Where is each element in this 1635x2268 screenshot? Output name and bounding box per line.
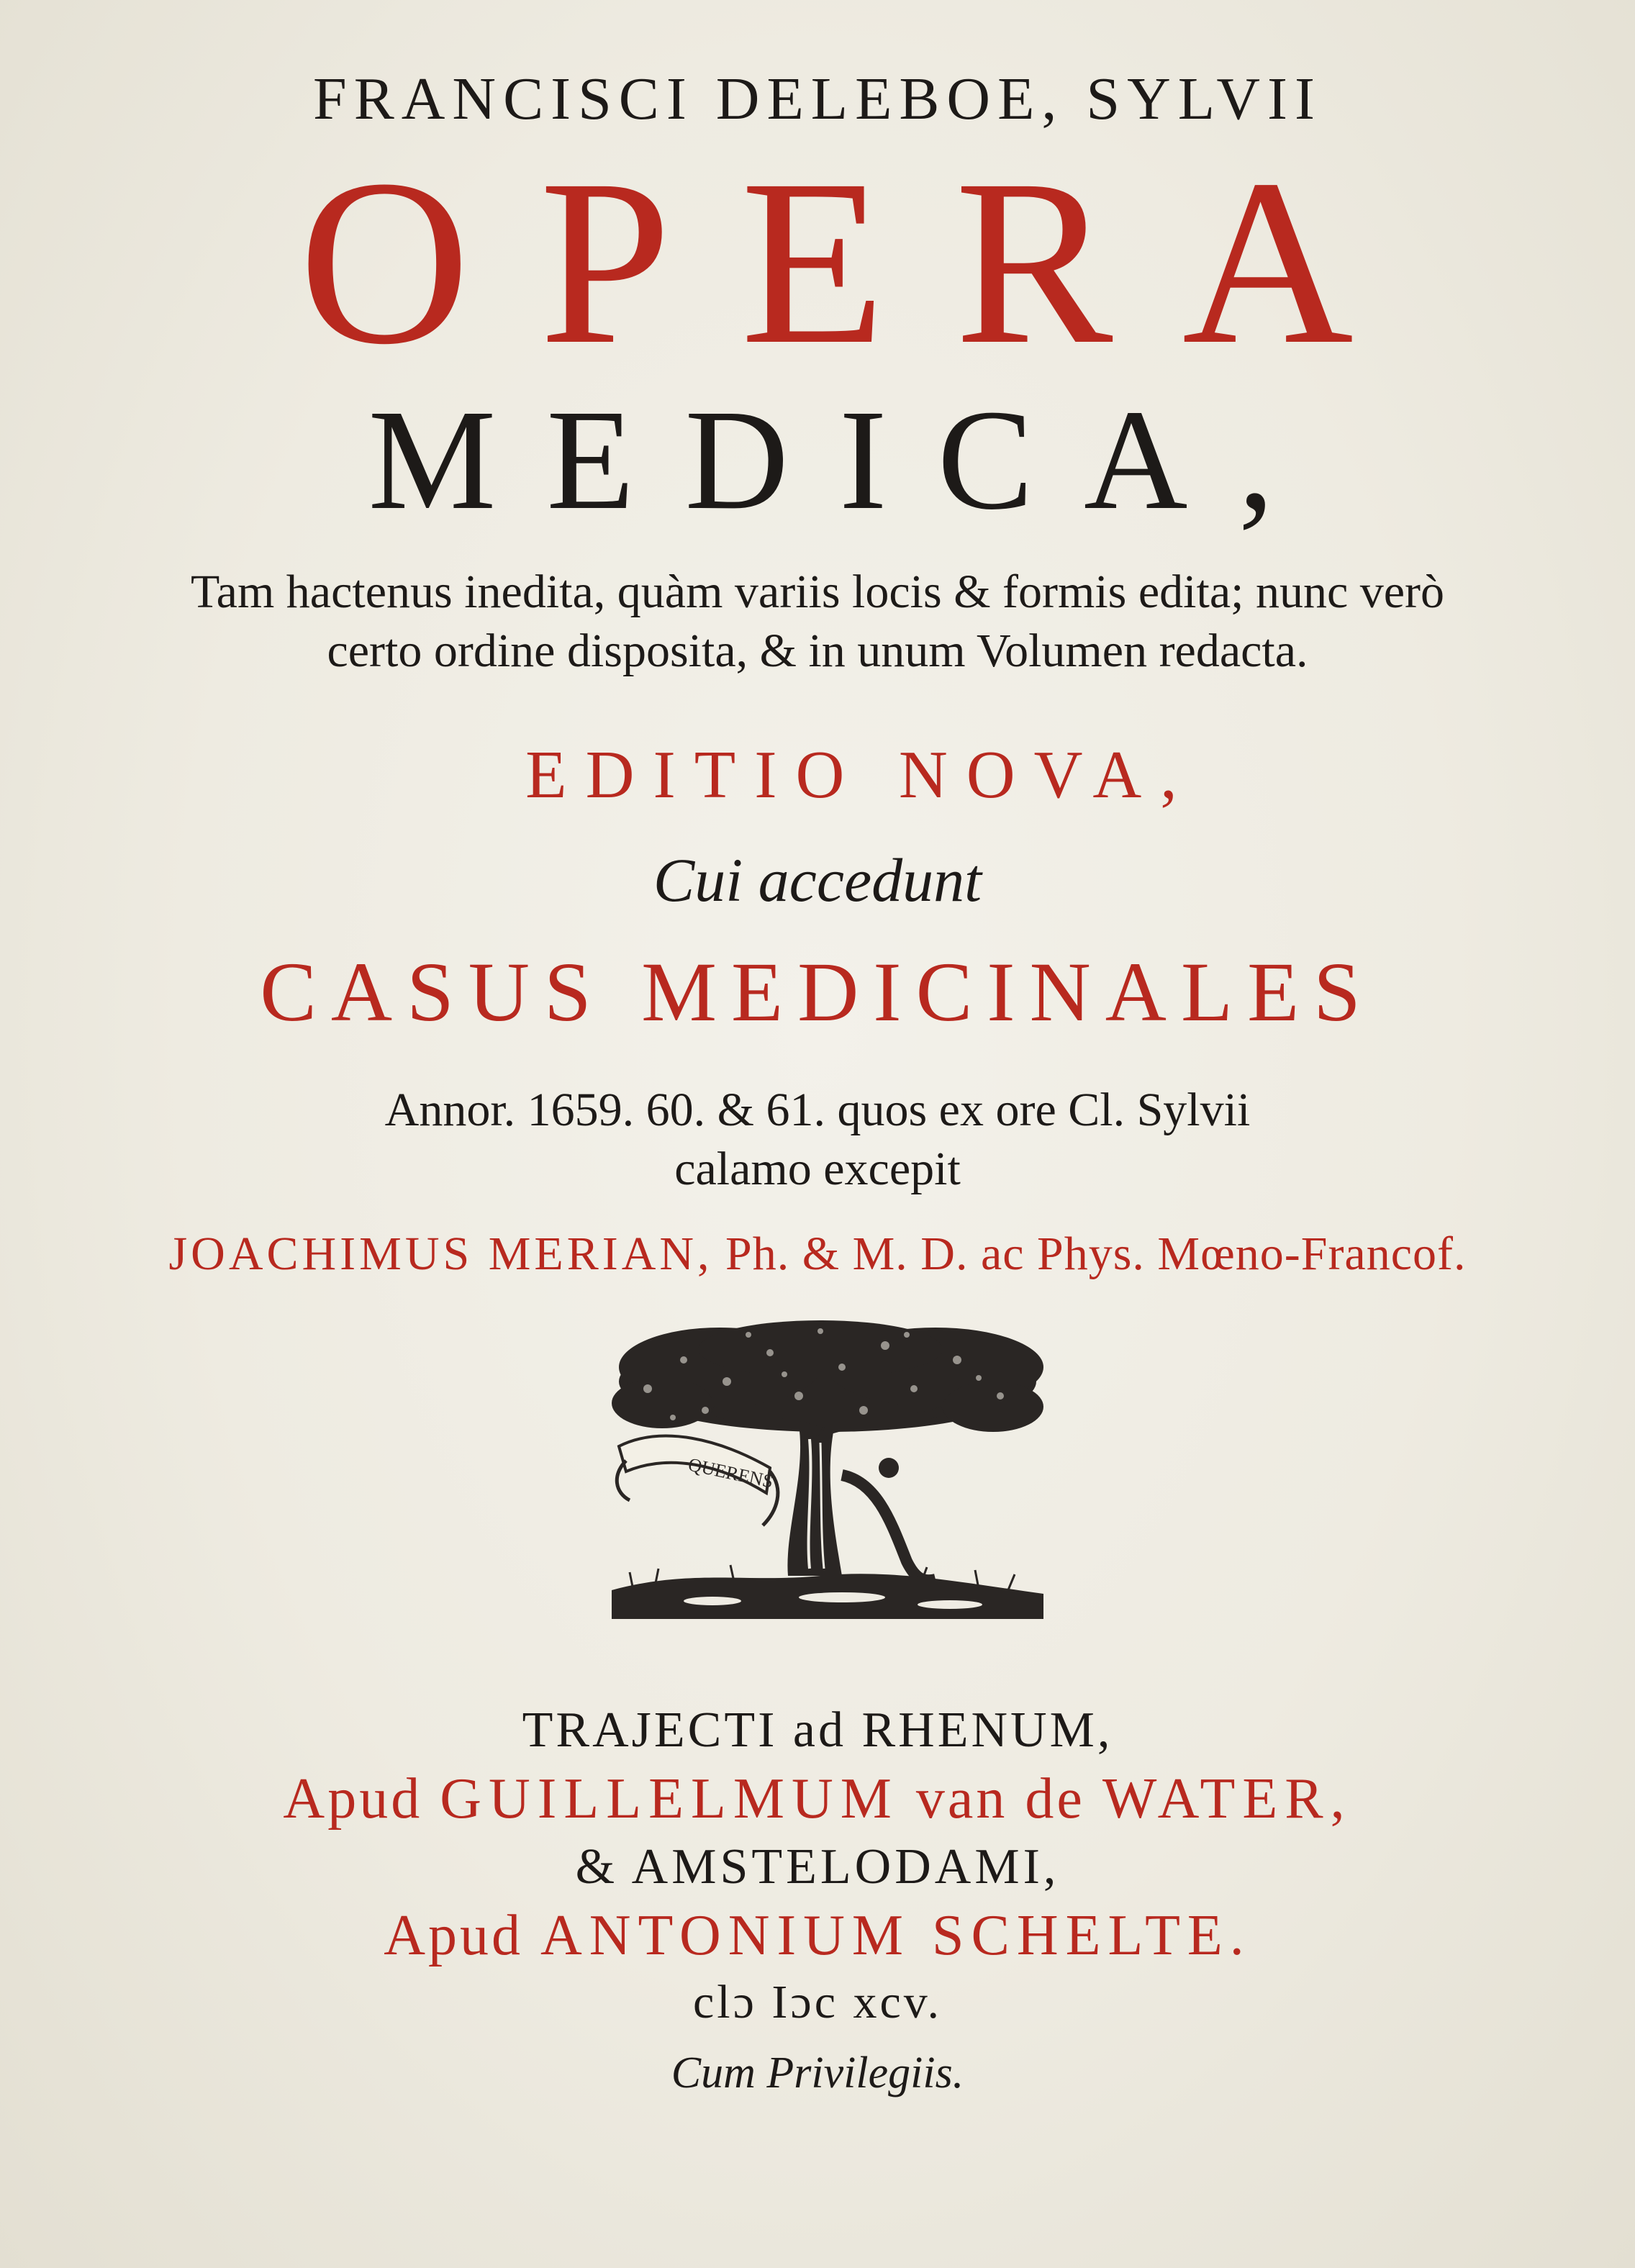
title-medica: MEDICA, — [368, 381, 1325, 540]
editor-name: JOACHIMUS MERIAN, — [168, 1228, 713, 1280]
imprint-apud-2: Apud — [384, 1904, 523, 1967]
imprint-printer-2 — [0, 1904, 1635, 1967]
cases-line-1: Annor. 1659. 60. & 61. quos ex ore Cl. Sylvii — [384, 1084, 1251, 1136]
imprint-printer-1-surname: WATER, — [1102, 1767, 1352, 1831]
editor-titles: Ph. & M. D. ac Phys. Mœno-Francof. — [725, 1228, 1467, 1280]
imprint-place-1: TRAJECTI ad RHENUM, — [522, 1702, 1113, 1758]
imprint-printer-1-name: GUILLELMUM — [440, 1767, 899, 1831]
printers-device-tree-woodcut — [604, 1317, 1051, 1655]
imprint-apud-1: Apud — [283, 1767, 423, 1831]
imprint-printer-2-name: ANTONIUM SCHELTE. — [540, 1904, 1251, 1967]
imprint-year: clɔ Iɔc xcv. — [693, 1976, 942, 2028]
subtitle-line-2: certo ordine disposita, & in unum Volumen redacta. — [327, 625, 1308, 677]
imprint-place-2: & AMSTELODAMI, — [575, 1839, 1060, 1895]
title-opera: OPERA — [299, 131, 1423, 394]
imprint-van: van de — [915, 1767, 1085, 1831]
addition-title: CASUS MEDICINALES — [260, 945, 1375, 1039]
device-motto: QUERENS — [686, 1453, 776, 1492]
imprint-printer-1 — [0, 1767, 1635, 1831]
privilege-line: Cum Privilegiis. — [671, 2049, 964, 2097]
author-line: FRANCISCI DELEBOE, SYLVII — [313, 65, 1322, 132]
edition-statement: EDITIO NOVA, — [525, 738, 1196, 812]
editor-line — [0, 1230, 1635, 1278]
subtitle-line-1: Tam hactenus inedita, quàm variis locis & formis edita; nunc verò — [190, 566, 1445, 618]
addition-intro: Cui accedunt — [653, 845, 982, 915]
cases-line-2: calamo excepit — [674, 1143, 961, 1195]
